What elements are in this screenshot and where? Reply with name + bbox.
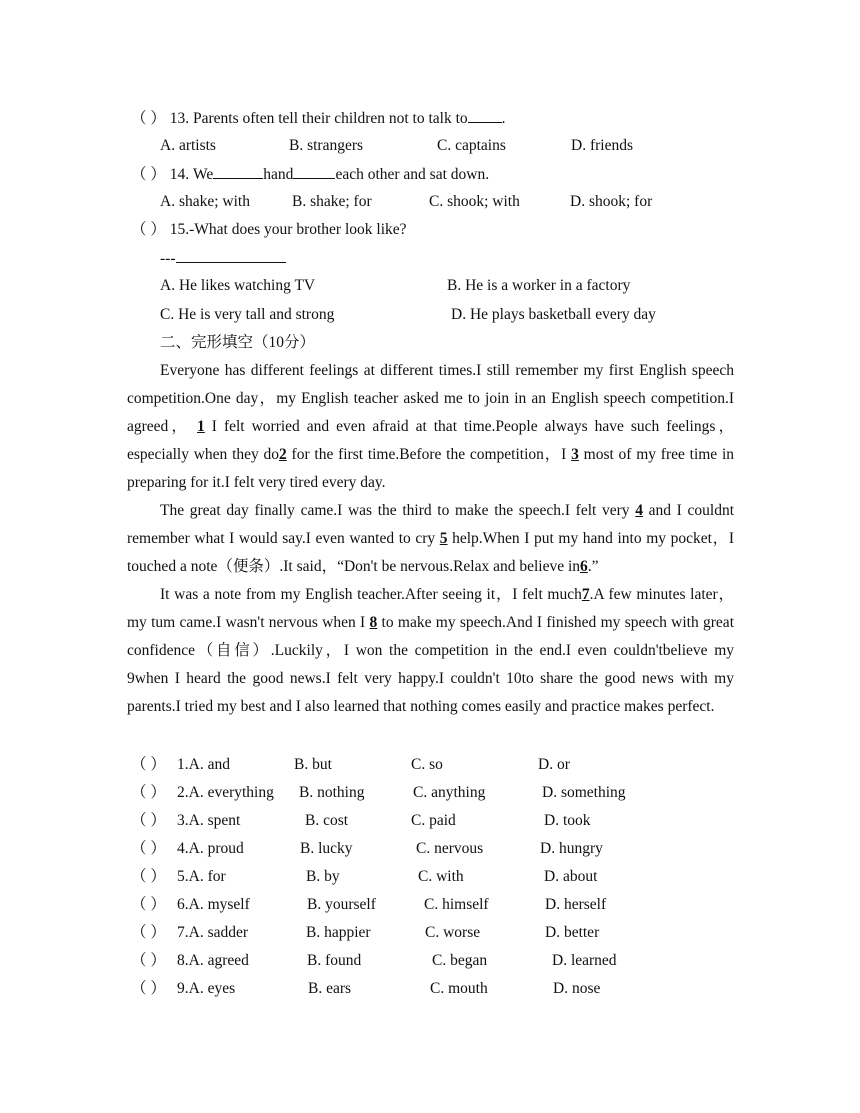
option-a: A. shake; with bbox=[160, 193, 250, 210]
blank-number: 4 bbox=[635, 502, 643, 519]
answer-paren: （ ） bbox=[131, 812, 166, 829]
answer-paren: （ ） bbox=[131, 221, 166, 238]
answer-paren: （ ） bbox=[131, 784, 166, 801]
blank-number: 2 bbox=[279, 446, 287, 464]
blank-number: 6 bbox=[580, 558, 588, 576]
option-a: A. artists bbox=[160, 137, 216, 154]
option-b: B. strangers bbox=[289, 137, 364, 154]
option-c: C. nervous bbox=[416, 840, 484, 857]
option-a: 5.A. for bbox=[177, 868, 226, 885]
option-c: C. began bbox=[432, 952, 488, 969]
option-a: 9.A. eyes bbox=[177, 980, 236, 997]
question-14: （ ） 14. We hand each other and sat down. bbox=[131, 166, 490, 183]
option-b: B. nothing bbox=[299, 784, 365, 801]
blank-number: 7 bbox=[581, 586, 590, 603]
passage-paragraph-1: Everyone has different feelings at different times.I still remember my first English speech competition.One day，my English teacher asked me to join in an English speech competition.I agreed， 1 I felt worried and even afraid at that time.People always have such feelings，especially when they do2 for the first time.Before the competition，I 3 most of my free time in preparing for it.I felt very tired every day. bbox=[127, 362, 735, 492]
option-a: 1.A. and bbox=[177, 756, 230, 773]
reply-line: --- bbox=[160, 248, 286, 269]
option-c: C. so bbox=[411, 756, 443, 773]
option-a: 7.A. sadder bbox=[177, 924, 249, 941]
answer-blank bbox=[213, 164, 263, 179]
option-c: C. He is very tall and strong bbox=[160, 306, 335, 323]
option-c: C. with bbox=[418, 868, 464, 885]
option-b: B. shake; for bbox=[292, 193, 372, 210]
option-a: A. He likes watching TV bbox=[160, 277, 316, 294]
option-b: B. lucky bbox=[300, 840, 353, 857]
answer-paren: （ ） bbox=[131, 952, 166, 969]
option-d: D. took bbox=[544, 812, 591, 829]
option-b: B. but bbox=[294, 756, 332, 773]
option-b: B. ears bbox=[308, 980, 352, 997]
option-d: D. shook; for bbox=[570, 193, 653, 210]
option-c: C. worse bbox=[425, 924, 481, 941]
option-d: D. about bbox=[544, 868, 598, 885]
option-c: C. himself bbox=[424, 896, 489, 913]
option-a: 3.A. spent bbox=[177, 812, 241, 829]
answer-blank bbox=[176, 248, 286, 263]
blank-number: 5 bbox=[439, 530, 448, 548]
answer-paren: （ ） bbox=[131, 166, 166, 183]
option-a: 2.A. everything bbox=[177, 784, 274, 801]
question-stem: 15.-What does your brother look like? bbox=[169, 221, 407, 238]
option-b: B. happier bbox=[306, 924, 371, 941]
question-stem: 13. Parents often tell their children not to talk to bbox=[169, 110, 468, 127]
blank-number: 8 bbox=[369, 614, 378, 632]
option-b: B. by bbox=[306, 868, 340, 885]
option-d: D. or bbox=[538, 756, 570, 773]
option-b: B. found bbox=[307, 952, 362, 969]
answer-paren: （ ） bbox=[131, 868, 166, 885]
option-d: D. herself bbox=[545, 896, 607, 913]
answer-blank bbox=[293, 164, 335, 179]
option-d: D. learned bbox=[552, 952, 617, 969]
option-b: B. yourself bbox=[307, 896, 376, 913]
option-a: 6.A. myself bbox=[177, 896, 250, 913]
option-d: D. He plays basketball every day bbox=[451, 306, 656, 323]
answer-paren: （ ） bbox=[131, 110, 166, 127]
question-15 bbox=[131, 220, 407, 240]
option-d: D. nose bbox=[553, 980, 601, 997]
option-d: D. hungry bbox=[540, 840, 603, 857]
passage-paragraph-2: The great day finally came.I was the third to make the speech.I felt very 4 and I couldnt remember what I would say.I even wanted to cry 5 help.When I put my hand into my pocket，I touched a note（便条）.It said，“Don't be nervous.Relax and believe in6.” bbox=[127, 502, 734, 576]
option-b: B. cost bbox=[305, 812, 349, 829]
option-d: D. better bbox=[545, 924, 600, 941]
option-a: 4.A. proud bbox=[177, 840, 244, 857]
question-13: （ ） 13. Parents often tell their children not to talk to . bbox=[131, 110, 506, 127]
blank-number: 3 bbox=[571, 446, 579, 464]
option-c: C. paid bbox=[411, 812, 456, 829]
option-d: D. friends bbox=[571, 137, 633, 154]
option-d: D. something bbox=[542, 784, 626, 801]
option-c: C. captains bbox=[437, 137, 506, 154]
blank-number: 1 bbox=[197, 418, 205, 436]
option-c: C. mouth bbox=[430, 980, 488, 997]
option-c: C. shook; with bbox=[429, 193, 520, 210]
option-c: C. anything bbox=[413, 784, 486, 801]
answer-paren: （ ） bbox=[131, 896, 166, 913]
passage-paragraph-3: It was a note from my English teacher.After seeing it，I felt much7.A few minutes later，my tum came.I wasn't nervous when I 8 to make my speech.And I finished my speech with great confidence（自信）.Luckily，I won the competition in the end.I even couldn'tbelieve my 9when I heard the good news.I felt very happy.I couldn't 10to share the good news with my parents.I tried my best and I also learned that nothing comes easily and practice makes perfect. bbox=[127, 586, 734, 716]
answer-paren: （ ） bbox=[131, 924, 166, 941]
answer-paren: （ ） bbox=[131, 980, 166, 997]
option-a: 8.A. agreed bbox=[177, 952, 249, 969]
answer-paren: （ ） bbox=[131, 840, 166, 857]
option-b: B. He is a worker in a factory bbox=[447, 277, 631, 294]
section-heading: 二、完形填空（10分） bbox=[160, 334, 316, 351]
answer-blank bbox=[468, 108, 502, 123]
answer-paren: （ ） bbox=[131, 756, 166, 773]
